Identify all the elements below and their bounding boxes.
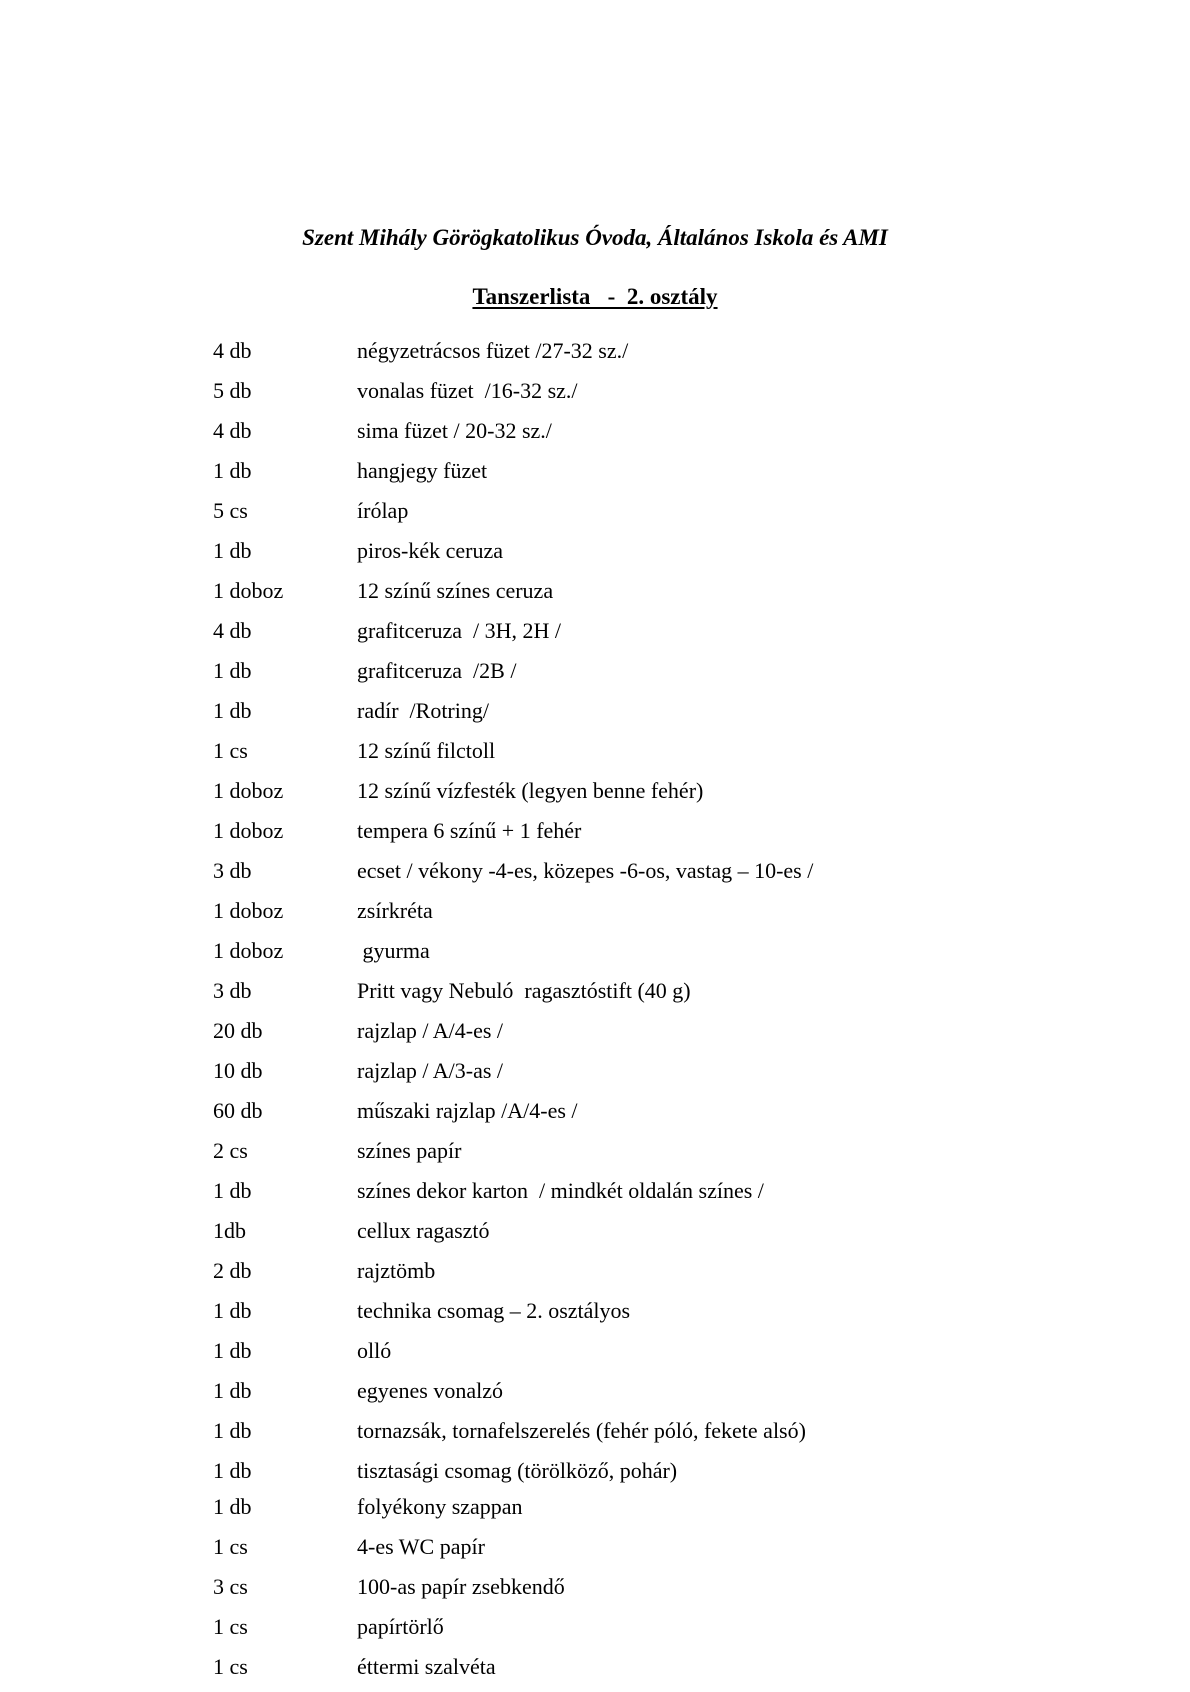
- item-name: technika csomag – 2. osztályos: [357, 1298, 631, 1323]
- list-item: [213, 456, 1113, 496]
- item-name: rajzlap / A/4-es /: [357, 1018, 504, 1043]
- list-item: [213, 336, 1113, 376]
- list-item: [213, 1376, 1113, 1416]
- item-name: 12 színű színes ceruza: [357, 578, 554, 603]
- item-quantity: 1db: [213, 1218, 246, 1243]
- list-item: [213, 696, 1113, 736]
- item-name: papírtörlő: [357, 1614, 444, 1639]
- list-item: [213, 776, 1113, 816]
- list-item: [213, 616, 1113, 656]
- item-quantity: 1 cs: [213, 738, 248, 763]
- item-quantity: 1 doboz: [213, 898, 284, 923]
- list-item: [213, 896, 1113, 936]
- supply-list: [213, 336, 1113, 1692]
- item-quantity: 2 cs: [213, 1138, 248, 1163]
- item-name: cellux ragasztó: [357, 1218, 490, 1243]
- item-quantity: 1 db: [213, 698, 252, 723]
- list-item: [213, 656, 1113, 696]
- list-item: [213, 1612, 1113, 1652]
- list-item: [213, 1296, 1113, 1336]
- list-item: [213, 1216, 1113, 1256]
- item-name: Pritt vagy Nebuló ragasztóstift (40 g): [357, 978, 691, 1003]
- item-quantity: 1 db: [213, 658, 252, 683]
- item-name: 4-es WC papír: [357, 1534, 485, 1559]
- item-name: olló: [357, 1338, 392, 1363]
- item-quantity: 1 db: [213, 1298, 252, 1323]
- list-item: [213, 976, 1113, 1016]
- item-quantity: 1 db: [213, 1338, 252, 1363]
- list-item: [213, 576, 1113, 616]
- list-item: [213, 816, 1113, 856]
- item-name: négyzetrácsos füzet /27-32 sz./: [357, 338, 629, 363]
- list-item: [213, 1492, 1113, 1532]
- list-item: [213, 1056, 1113, 1096]
- item-quantity: 4 db: [213, 338, 252, 363]
- list-item: [213, 1532, 1113, 1572]
- item-name: grafitceruza /2B /: [357, 658, 517, 683]
- item-quantity: 1 cs: [213, 1654, 248, 1679]
- list-title-text: Tanszerlista - 2. osztály: [472, 284, 718, 309]
- list-item: [213, 1456, 1113, 1492]
- item-name: zsírkréta: [357, 898, 433, 923]
- item-quantity: 1 doboz: [213, 778, 284, 803]
- list-item: [213, 1176, 1113, 1216]
- item-name: piros-kék ceruza: [357, 538, 503, 563]
- list-item: [213, 1572, 1113, 1612]
- item-name: rajzlap / A/3-as /: [357, 1058, 504, 1083]
- list-item: [213, 856, 1113, 896]
- list-item: [213, 1256, 1113, 1296]
- item-name: 12 színű filctoll: [357, 738, 496, 763]
- item-quantity: 1 db: [213, 1418, 252, 1443]
- item-quantity: 3 db: [213, 978, 252, 1003]
- item-name: folyékony szappan: [357, 1494, 523, 1519]
- item-quantity: 5 db: [213, 378, 252, 403]
- item-name: színes dekor karton / mindkét oldalán színes /: [357, 1178, 764, 1203]
- list-item: [213, 376, 1113, 416]
- school-title: Szent Mihály Görögkatolikus Óvoda, Általános Iskola és AMI: [302, 225, 888, 250]
- item-quantity: 2 db: [213, 1258, 252, 1283]
- item-quantity: 3 cs: [213, 1574, 248, 1599]
- list-item: [213, 416, 1113, 456]
- item-name: éttermi szalvéta: [357, 1654, 496, 1679]
- item-quantity: 1 doboz: [213, 818, 284, 843]
- item-quantity: 1 db: [213, 1178, 252, 1203]
- item-name: hangjegy füzet: [357, 458, 488, 483]
- item-name: sima füzet / 20-32 sz./: [357, 418, 552, 443]
- list-item: [213, 496, 1113, 536]
- item-name: színes papír: [357, 1138, 462, 1163]
- item-quantity: 10 db: [213, 1058, 263, 1083]
- list-item: [213, 1652, 1113, 1692]
- item-quantity: 5 cs: [213, 498, 248, 523]
- item-name: 100-as papír zsebkendő: [357, 1574, 565, 1599]
- list-item: [213, 936, 1113, 976]
- item-quantity: 3 db: [213, 858, 252, 883]
- item-quantity: 20 db: [213, 1018, 263, 1043]
- item-name: tornazsák, tornafelszerelés (fehér póló, fekete alsó): [357, 1418, 806, 1443]
- list-item: [213, 1416, 1113, 1456]
- item-quantity: 1 cs: [213, 1534, 248, 1559]
- item-quantity: 4 db: [213, 418, 252, 443]
- item-quantity: 1 db: [213, 1494, 252, 1519]
- item-name: műszaki rajzlap /A/4-es /: [357, 1098, 578, 1123]
- item-quantity: 1 db: [213, 538, 252, 563]
- item-quantity: 4 db: [213, 618, 252, 643]
- item-quantity: 1 cs: [213, 1614, 248, 1639]
- list-item: [213, 536, 1113, 576]
- item-quantity: 1 doboz: [213, 938, 284, 963]
- item-name: írólap: [357, 498, 409, 523]
- list-item: [213, 1016, 1113, 1056]
- list-item: [213, 736, 1113, 776]
- list-title: [0, 282, 1190, 312]
- item-name: rajztömb: [357, 1258, 436, 1283]
- item-name: ecset / vékony -4-es, közepes -6-os, vastag – 10-es /: [357, 858, 814, 883]
- item-quantity: 60 db: [213, 1098, 263, 1123]
- item-quantity: 1 db: [213, 458, 252, 483]
- item-name: egyenes vonalzó: [357, 1378, 503, 1403]
- list-item: [213, 1096, 1113, 1136]
- item-name: radír /Rotring/: [357, 698, 489, 723]
- item-name: 12 színű vízfesték (legyen benne fehér): [357, 778, 704, 803]
- item-name: vonalas füzet /16-32 sz./: [357, 378, 578, 403]
- item-name: grafitceruza / 3H, 2H /: [357, 618, 562, 643]
- item-quantity: 1 doboz: [213, 578, 284, 603]
- item-name: tempera 6 színű + 1 fehér: [357, 818, 582, 843]
- list-item: [213, 1336, 1113, 1376]
- item-quantity: 1 db: [213, 1378, 252, 1403]
- item-name: gyurma: [357, 938, 430, 963]
- list-item: [213, 1136, 1113, 1176]
- item-quantity: 1 db: [213, 1458, 252, 1483]
- item-name: tisztasági csomag (törölköző, pohár): [357, 1458, 678, 1483]
